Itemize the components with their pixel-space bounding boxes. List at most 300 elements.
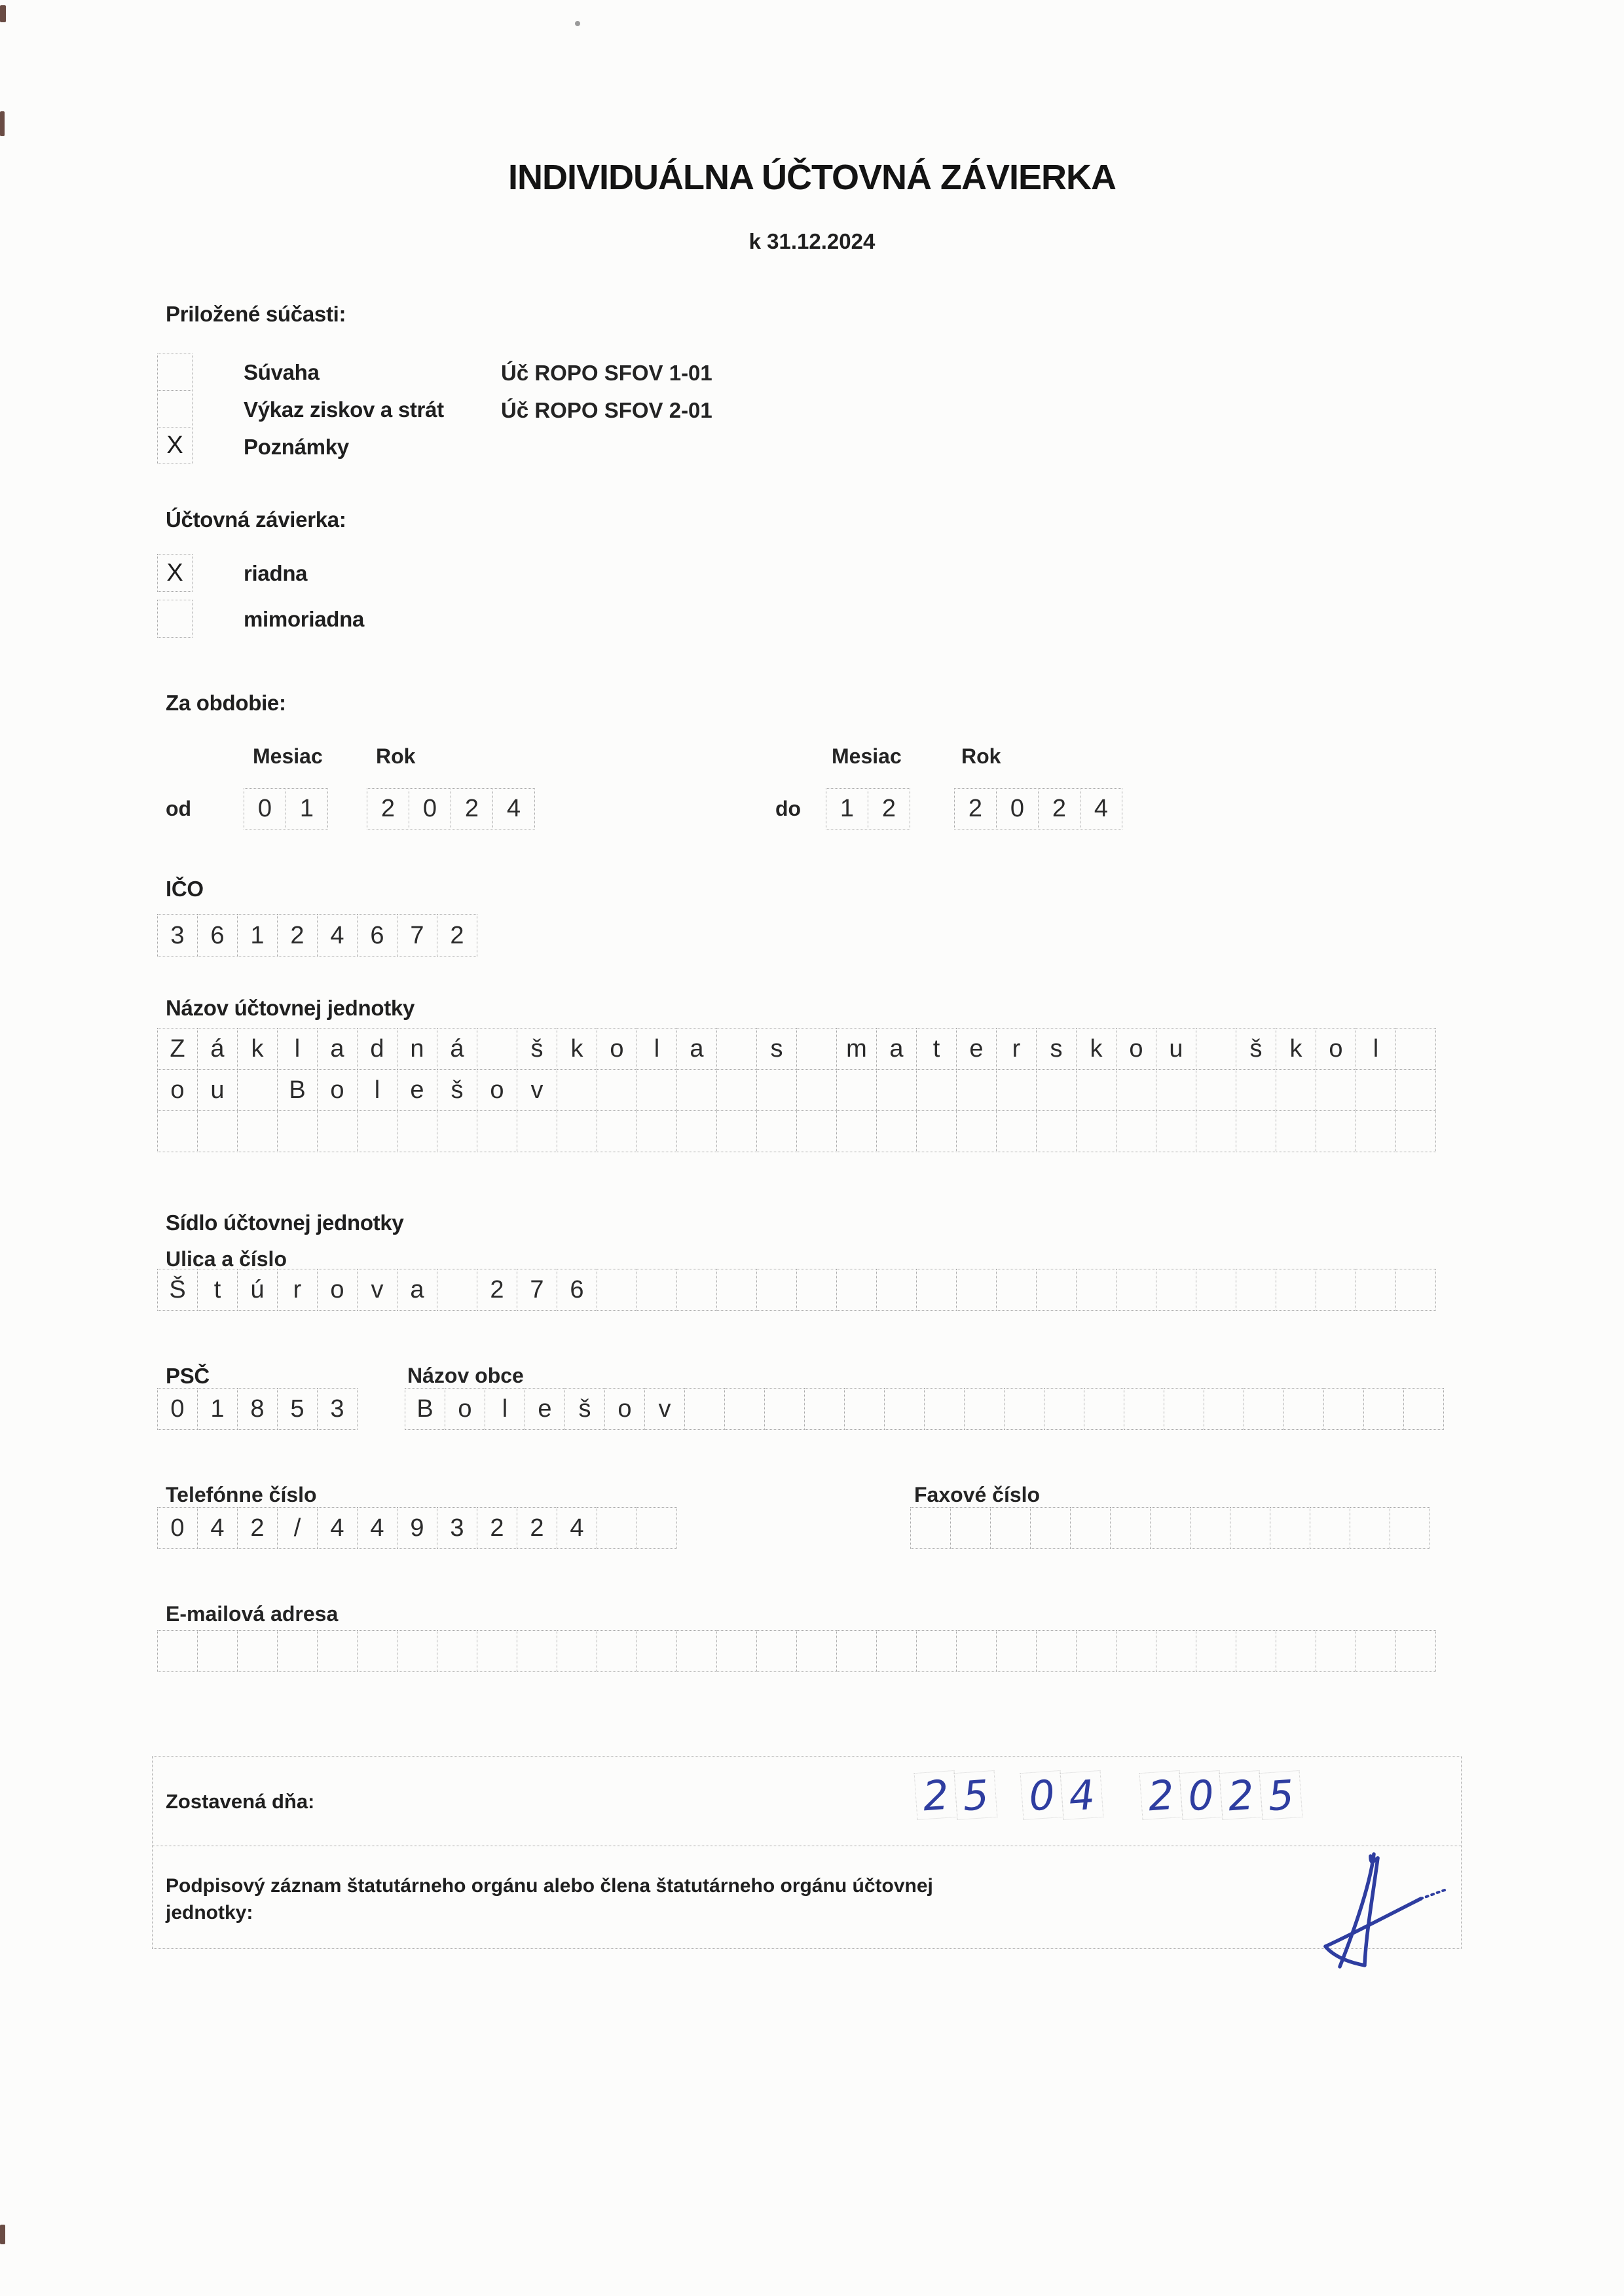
grid-cell: 4 (1080, 788, 1122, 829)
grid-cell (1230, 1507, 1270, 1549)
grid-cell (964, 1388, 1005, 1430)
riadna-label: riadna (244, 561, 308, 585)
grid-cell (237, 1630, 278, 1672)
period-from-year-grid (367, 788, 535, 829)
compiled-date-label: Zostavená dňa: (166, 1790, 315, 1813)
grid-cell (836, 1630, 877, 1672)
grid-cell (1236, 1269, 1276, 1311)
grid-cell: š (1236, 1028, 1276, 1070)
grid-cell: 2 (954, 788, 997, 829)
grid-cell (910, 1507, 951, 1549)
grid-cell (1310, 1507, 1350, 1549)
grid-cell: Š (157, 1269, 198, 1311)
grid-cell (1070, 1507, 1111, 1549)
grid-cell (1156, 1269, 1196, 1311)
grid-cell: 0 (1020, 1770, 1064, 1820)
grid-cell (1395, 1110, 1436, 1152)
grid-cell: 6 (557, 1269, 597, 1311)
grid-cell: 8 (237, 1388, 278, 1430)
grid-cell: š (437, 1069, 477, 1111)
compiled-date-day-grid (915, 1772, 996, 1819)
grid-cell: s (1036, 1028, 1077, 1070)
grid-cell (796, 1028, 837, 1070)
grid-cell (277, 1630, 318, 1672)
fax-label: Faxové číslo (914, 1483, 1041, 1506)
grid-cell (804, 1388, 845, 1430)
grid-cell (317, 1630, 358, 1672)
attachments-heading: Priložené súčasti: (166, 302, 346, 326)
from-month-label: Mesiac (253, 744, 323, 768)
grid-cell: 0 (1179, 1770, 1223, 1820)
grid-cell (1316, 1630, 1356, 1672)
town-label: Názov obce (407, 1364, 524, 1387)
grid-cell (237, 1069, 278, 1111)
grid-cell (1036, 1630, 1077, 1672)
grid-cell (684, 1388, 725, 1430)
grid-cell (996, 1269, 1037, 1311)
grid-cell (884, 1388, 925, 1430)
grid-cell (1076, 1110, 1116, 1152)
grid-cell (1395, 1069, 1436, 1111)
psc-grid (157, 1388, 358, 1430)
period-to-month-grid (826, 788, 910, 829)
grid-cell: r (996, 1028, 1037, 1070)
grid-cell: š (517, 1028, 557, 1070)
grid-cell (1116, 1630, 1156, 1672)
grid-cell: 2 (868, 788, 910, 829)
grid-cell: 0 (409, 788, 451, 829)
grid-cell: o (597, 1028, 637, 1070)
grid-cell (1395, 1269, 1436, 1311)
grid-cell (764, 1388, 805, 1430)
grid-cell: B (405, 1388, 445, 1430)
grid-cell (956, 1269, 997, 1311)
grid-cell (597, 1507, 637, 1549)
grid-cell: 2 (914, 1770, 958, 1820)
grid-cell (836, 1110, 877, 1152)
entity-name-row-2 (157, 1069, 1436, 1111)
grid-cell: 5 (277, 1388, 318, 1430)
grid-cell: 1 (826, 788, 868, 829)
grid-cell (397, 1110, 437, 1152)
grid-cell (796, 1069, 837, 1111)
grid-cell (1036, 1069, 1077, 1111)
grid-cell: 3 (157, 914, 198, 957)
grid-cell: 2 (237, 1507, 278, 1549)
scan-speck (575, 21, 580, 26)
period-to-label: do (775, 797, 802, 820)
grid-cell: 1 (197, 1388, 238, 1430)
document-title: INDIVIDUÁLNA ÚČTOVNÁ ZÁVIERKA (507, 158, 1116, 197)
grid-cell (716, 1028, 757, 1070)
phone-label: Telefónne číslo (166, 1483, 317, 1506)
ico-label: IČO (166, 877, 204, 901)
grid-cell: 2 (477, 1269, 517, 1311)
grid-cell (996, 1069, 1037, 1111)
grid-cell (956, 1630, 997, 1672)
grid-cell (517, 1110, 557, 1152)
grid-cell: 3 (317, 1388, 358, 1430)
street-label: Ulica a číslo (166, 1247, 287, 1271)
grid-cell (277, 1110, 318, 1152)
grid-cell: o (477, 1069, 517, 1111)
entity-name-row-3 (157, 1110, 1436, 1152)
ico-grid (157, 914, 477, 957)
entity-name-row-1 (157, 1028, 1436, 1070)
grid-cell (1244, 1388, 1284, 1430)
grid-cell (956, 1110, 997, 1152)
grid-cell (1116, 1110, 1156, 1152)
grid-cell: 4 (557, 1507, 597, 1549)
grid-cell (990, 1507, 1031, 1549)
grid-cell: B (277, 1069, 318, 1111)
grid-cell (1044, 1388, 1084, 1430)
grid-cell: 6 (197, 914, 238, 957)
period-heading: Za obdobie: (166, 691, 286, 715)
grid-cell (1236, 1069, 1276, 1111)
grid-cell (1164, 1388, 1204, 1430)
grid-cell (876, 1110, 917, 1152)
grid-cell (477, 1028, 517, 1070)
grid-cell (1350, 1507, 1390, 1549)
grid-cell (796, 1110, 837, 1152)
grid-cell: v (357, 1269, 397, 1311)
grid-cell (916, 1110, 957, 1152)
grid-cell: 0 (244, 788, 286, 829)
grid-cell: 7 (397, 914, 437, 957)
grid-cell: 7 (517, 1269, 557, 1311)
grid-cell (716, 1630, 757, 1672)
grid-cell (1076, 1069, 1116, 1111)
grid-cell (1316, 1069, 1356, 1111)
grid-cell: 2 (1038, 788, 1080, 829)
period-to-year-grid (954, 788, 1122, 829)
grid-cell (157, 1110, 198, 1152)
grid-cell: 2 (1219, 1770, 1263, 1820)
grid-cell: r (277, 1269, 318, 1311)
grid-cell (1356, 1110, 1396, 1152)
grid-cell (676, 1630, 717, 1672)
grid-cell (557, 1630, 597, 1672)
grid-cell (876, 1069, 917, 1111)
grid-cell (397, 1630, 437, 1672)
grid-cell: 5 (954, 1770, 998, 1820)
document-as-of-date: k 31.12.2024 (748, 229, 876, 253)
grid-cell (1276, 1069, 1316, 1111)
grid-cell: / (277, 1507, 318, 1549)
grid-cell (1403, 1388, 1444, 1430)
email-grid (157, 1630, 1436, 1672)
grid-cell (1395, 1028, 1436, 1070)
grid-cell (924, 1388, 965, 1430)
grid-cell (1076, 1630, 1116, 1672)
grid-cell: e (956, 1028, 997, 1070)
to-month-label: Mesiac (832, 744, 902, 768)
grid-cell (1030, 1507, 1071, 1549)
compiled-date-month-grid (1022, 1772, 1102, 1819)
grid-cell: Z (157, 1028, 198, 1070)
grid-cell (1236, 1110, 1276, 1152)
address-heading: Sídlo účtovnej jednotky (166, 1211, 404, 1235)
grid-cell (1204, 1388, 1244, 1430)
grid-cell (1084, 1388, 1124, 1430)
grid-cell (956, 1069, 997, 1111)
grid-cell: l (277, 1028, 318, 1070)
grid-cell (676, 1110, 717, 1152)
handwritten-signature (1297, 1820, 1506, 2003)
grid-cell: 4 (492, 788, 535, 829)
grid-cell (796, 1269, 837, 1311)
grid-cell (357, 1110, 397, 1152)
grid-cell (756, 1269, 797, 1311)
grid-cell (1156, 1069, 1196, 1111)
grid-cell: a (676, 1028, 717, 1070)
grid-cell (950, 1507, 991, 1549)
grid-cell (1276, 1269, 1316, 1311)
email-label: E-mailová adresa (166, 1602, 339, 1626)
grid-cell: á (437, 1028, 477, 1070)
grid-cell: 0 (996, 788, 1039, 829)
grid-cell (1316, 1110, 1356, 1152)
scan-artifact (0, 2225, 5, 2244)
grid-cell: n (397, 1028, 437, 1070)
grid-cell (597, 1269, 637, 1311)
grid-cell (1283, 1388, 1324, 1430)
grid-cell: 2 (1139, 1770, 1183, 1820)
grid-cell: o (317, 1269, 358, 1311)
grid-cell (676, 1069, 717, 1111)
period-from-month-grid (244, 788, 328, 829)
grid-cell (637, 1507, 677, 1549)
grid-cell: e (525, 1388, 565, 1430)
grid-cell: l (357, 1069, 397, 1111)
grid-cell: k (237, 1028, 278, 1070)
town-grid (405, 1388, 1444, 1430)
grid-cell (637, 1630, 677, 1672)
grid-cell: m (836, 1028, 877, 1070)
grid-cell (1156, 1110, 1196, 1152)
grid-cell (517, 1630, 557, 1672)
grid-cell (1270, 1507, 1310, 1549)
grid-cell (197, 1630, 238, 1672)
checkbox-riadna: X (157, 554, 193, 592)
grid-cell (1036, 1110, 1077, 1152)
grid-cell: u (197, 1069, 238, 1111)
grid-cell (637, 1110, 677, 1152)
grid-cell (1196, 1269, 1236, 1311)
grid-cell: 0 (157, 1507, 198, 1549)
signature-label: Podpisový záznam štatutárneho orgánu alebo člena štatutárneho orgánu účtovnej jednotky: (166, 1875, 933, 1923)
grid-cell: o (317, 1069, 358, 1111)
grid-cell: 9 (397, 1507, 437, 1549)
grid-cell: 6 (357, 914, 397, 957)
grid-cell: l (637, 1028, 677, 1070)
grid-cell (836, 1269, 877, 1311)
grid-cell (637, 1069, 677, 1111)
grid-cell: k (557, 1028, 597, 1070)
grid-cell (916, 1630, 957, 1672)
entity-name-grid (157, 1028, 1436, 1152)
grid-cell (637, 1269, 677, 1311)
grid-cell (1076, 1269, 1116, 1311)
grid-cell: 2 (451, 788, 493, 829)
grid-cell (317, 1110, 358, 1152)
period-from-label: od (166, 797, 192, 820)
suvaha-form-code: Úč ROPO SFOV 1-01 (501, 361, 712, 385)
grid-cell (1124, 1388, 1164, 1430)
grid-cell (437, 1110, 477, 1152)
grid-cell (724, 1388, 765, 1430)
grid-cell: 4 (317, 1507, 358, 1549)
grid-cell: t (916, 1028, 957, 1070)
grid-cell (597, 1630, 637, 1672)
grid-cell (237, 1110, 278, 1152)
grid-cell: 1 (286, 788, 328, 829)
grid-cell (996, 1110, 1037, 1152)
grid-cell (1116, 1069, 1156, 1111)
grid-cell (437, 1630, 477, 1672)
grid-cell (844, 1388, 885, 1430)
grid-cell: 0 (157, 1388, 198, 1430)
grid-cell (716, 1069, 757, 1111)
grid-cell (1116, 1269, 1156, 1311)
grid-cell (1004, 1388, 1044, 1430)
grid-cell (1156, 1630, 1196, 1672)
grid-cell (1316, 1269, 1356, 1311)
grid-cell: u (1156, 1028, 1196, 1070)
grid-cell: 2 (437, 914, 477, 957)
grid-cell: 4 (357, 1507, 397, 1549)
grid-cell (756, 1069, 797, 1111)
grid-cell (1196, 1028, 1236, 1070)
grid-cell (836, 1069, 877, 1111)
grid-cell (1276, 1630, 1316, 1672)
grid-cell (1395, 1630, 1436, 1672)
grid-cell (716, 1110, 757, 1152)
grid-cell (916, 1069, 957, 1111)
grid-cell: 4 (317, 914, 358, 957)
grid-cell (876, 1630, 917, 1672)
poznamky-label: Poznámky (244, 435, 349, 459)
grid-cell: o (445, 1388, 485, 1430)
grid-cell (756, 1110, 797, 1152)
grid-cell (996, 1630, 1037, 1672)
grid-cell: 4 (197, 1507, 238, 1549)
grid-cell (756, 1630, 797, 1672)
grid-cell (1356, 1269, 1396, 1311)
grid-cell: k (1276, 1028, 1316, 1070)
grid-cell: 3 (437, 1507, 477, 1549)
grid-cell: e (397, 1069, 437, 1111)
grid-cell: k (1076, 1028, 1116, 1070)
grid-cell (876, 1269, 917, 1311)
grid-cell: 2 (277, 914, 318, 957)
closure-heading: Účtovná závierka: (166, 507, 346, 532)
fax-grid (910, 1507, 1430, 1549)
grid-cell: a (876, 1028, 917, 1070)
grid-cell: t (197, 1269, 238, 1311)
vykaz-form-code: Úč ROPO SFOV 2-01 (501, 398, 712, 422)
grid-cell (597, 1069, 637, 1111)
phone-grid (157, 1507, 677, 1549)
grid-cell: a (317, 1028, 358, 1070)
scan-artifact (0, 111, 5, 136)
grid-cell (1036, 1269, 1077, 1311)
to-year-label: Rok (961, 744, 1001, 768)
grid-cell (1150, 1507, 1190, 1549)
grid-cell: v (644, 1388, 685, 1430)
grid-cell (1236, 1630, 1276, 1672)
checkbox-mimoriadna (157, 600, 193, 638)
grid-cell (676, 1269, 717, 1311)
grid-cell (1276, 1110, 1316, 1152)
grid-cell: s (756, 1028, 797, 1070)
checkbox-poznamky: X (157, 427, 193, 464)
grid-cell: d (357, 1028, 397, 1070)
grid-cell (916, 1269, 957, 1311)
grid-cell: o (157, 1069, 198, 1111)
grid-cell (1196, 1069, 1236, 1111)
grid-cell (796, 1630, 837, 1672)
entity-name-label: Názov účtovnej jednotky (166, 996, 415, 1020)
grid-cell (357, 1630, 397, 1672)
checkbox-vykaz-ziskov-a-strat (157, 390, 193, 428)
compiled-date-year-grid (1141, 1772, 1301, 1819)
grid-cell: 2 (517, 1507, 557, 1549)
grid-cell: 5 (1259, 1770, 1303, 1820)
grid-cell (1110, 1507, 1151, 1549)
grid-cell (716, 1269, 757, 1311)
vykaz-label: Výkaz ziskov a strát (244, 397, 444, 422)
grid-cell (1356, 1069, 1396, 1111)
grid-cell: o (1116, 1028, 1156, 1070)
grid-cell (1356, 1630, 1396, 1672)
grid-cell (197, 1110, 238, 1152)
grid-cell (437, 1269, 477, 1311)
grid-cell: 2 (477, 1507, 517, 1549)
grid-cell (1390, 1507, 1430, 1549)
grid-cell: ú (237, 1269, 278, 1311)
grid-cell (477, 1630, 517, 1672)
scan-artifact (0, 5, 6, 22)
grid-cell (157, 1630, 198, 1672)
grid-cell: o (1316, 1028, 1356, 1070)
grid-cell (1323, 1388, 1364, 1430)
grid-cell (557, 1110, 597, 1152)
grid-cell (1363, 1388, 1404, 1430)
psc-label: PSČ (166, 1364, 210, 1388)
grid-cell: l (485, 1388, 525, 1430)
grid-cell (477, 1110, 517, 1152)
grid-cell: 2 (367, 788, 409, 829)
checkbox-suvaha (157, 354, 193, 391)
attachments-checkbox-column (157, 354, 193, 464)
grid-cell: 1 (237, 914, 278, 957)
grid-cell: š (564, 1388, 605, 1430)
grid-cell (1196, 1110, 1236, 1152)
grid-cell: á (197, 1028, 238, 1070)
street-grid (157, 1269, 1436, 1311)
suvaha-label: Súvaha (244, 360, 320, 384)
from-year-label: Rok (376, 744, 416, 768)
grid-cell: o (604, 1388, 645, 1430)
grid-cell (1190, 1507, 1230, 1549)
grid-cell (557, 1069, 597, 1111)
grid-cell: a (397, 1269, 437, 1311)
grid-cell: 4 (1060, 1770, 1104, 1820)
grid-cell: l (1356, 1028, 1396, 1070)
grid-cell: v (517, 1069, 557, 1111)
